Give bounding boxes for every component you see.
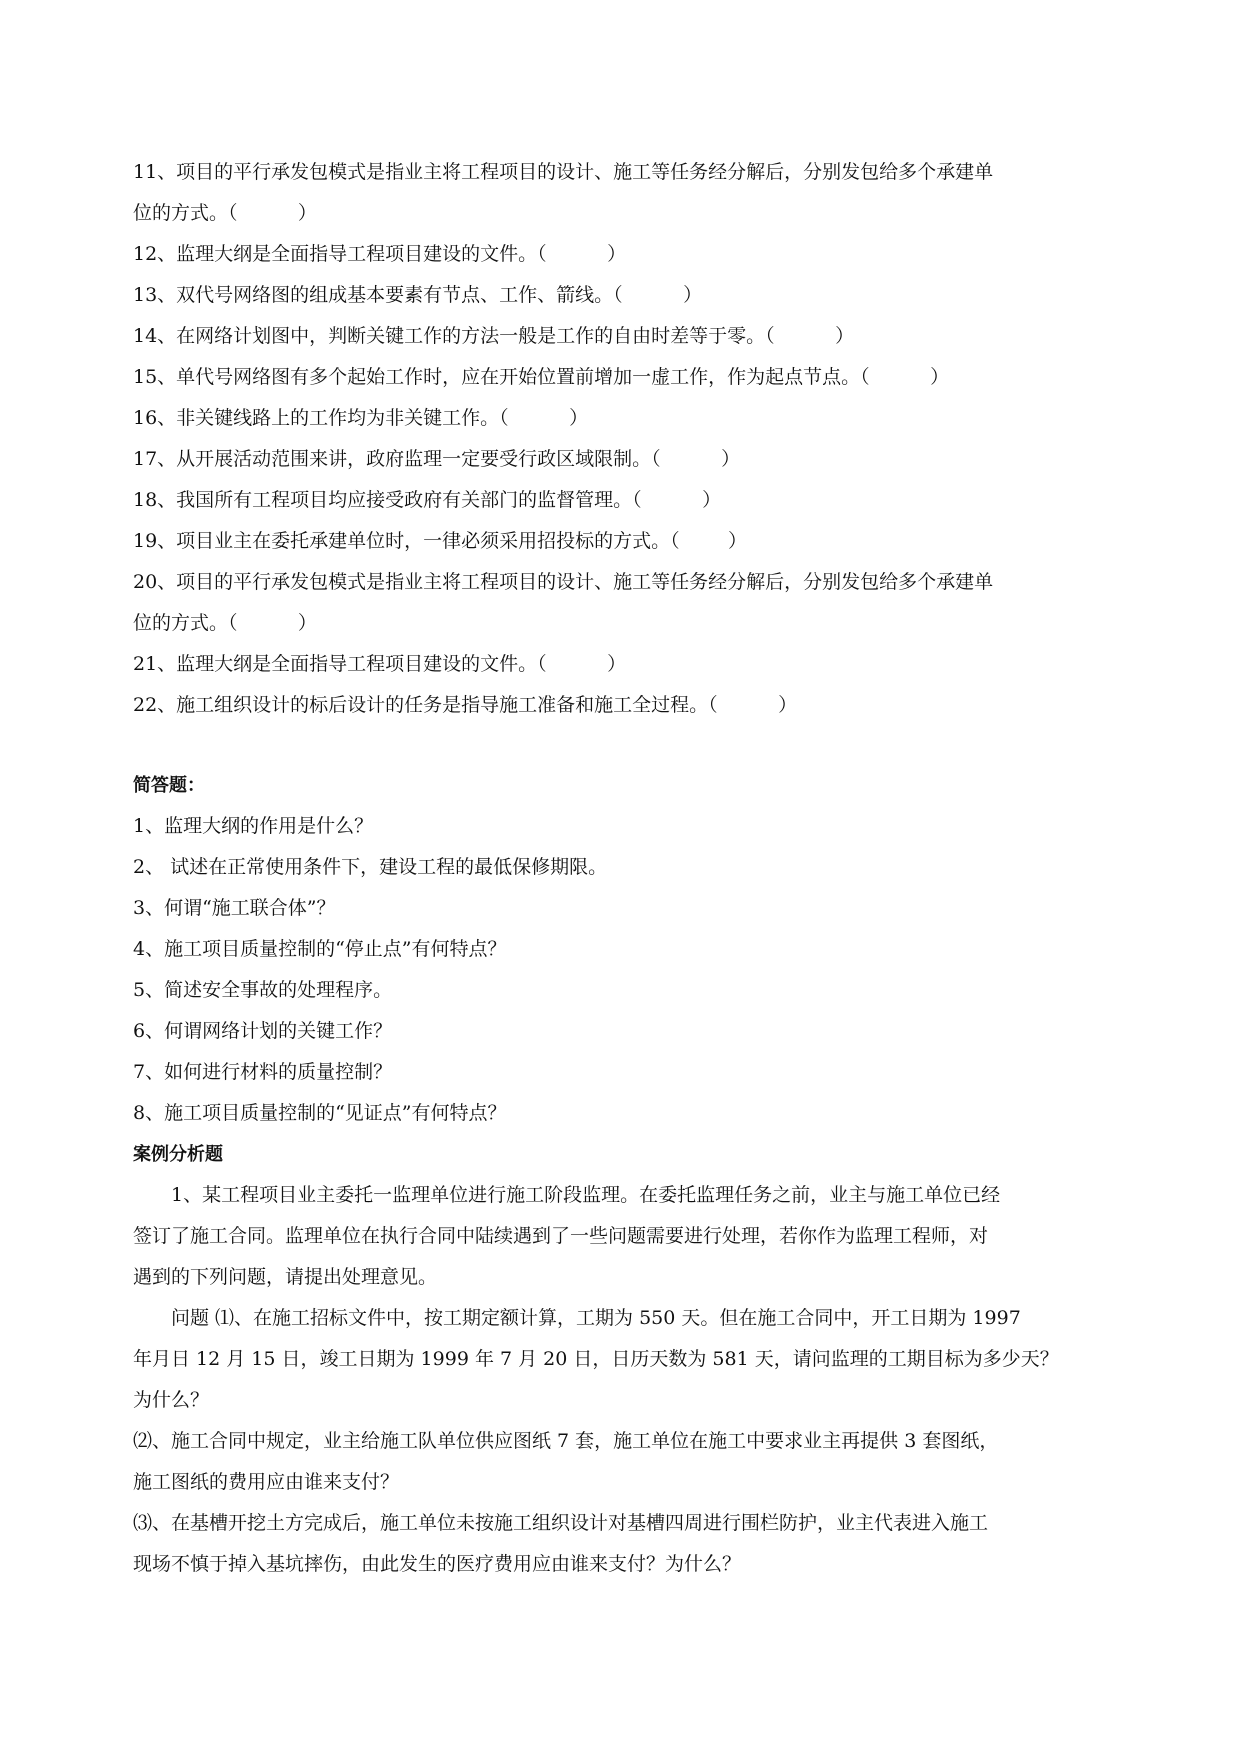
short-answer-item-7: 7、如何进行材料的质量控制？ <box>133 1061 393 1083</box>
question-14: 14、在网络计划图中，判断关键工作的方法一般是工作的自由时差等于零。（ ） <box>133 325 855 347</box>
question-16: 16、非关键线路上的工作均为非关键工作。（ ） <box>133 407 589 429</box>
section-gap <box>133 726 1131 765</box>
case-paragraph-line: 遇到的下列问题，请提出处理意见。 <box>133 1266 438 1288</box>
case-question-3: ⑶、在基槽开挖土方完成后，施工单位未按施工组织设计对基槽四周进行围栏防护，业主代表进入施工 <box>133 1512 989 1534</box>
short-answer-item-3: 3、何谓“施工联合体”？ <box>133 897 336 919</box>
case-question-2-continued: 施工图纸的费用应由谁来支付？ <box>133 1471 400 1493</box>
judgment-questions <box>133 152 1131 726</box>
question-21: 21、监理大纲是全面指导工程项目建设的文件。（ ） <box>133 653 627 675</box>
case-question-1-continued: 为什么？ <box>133 1389 210 1411</box>
question-15: 15、单代号网络图有多个起始工作时，应在开始位置前增加一虚工作，作为起点节点。（ ） <box>133 366 950 388</box>
question-20-continued: 位的方式。（ ） <box>133 612 317 634</box>
short-answer-item-4: 4、施工项目质量控制的“停止点”有何特点？ <box>133 938 507 960</box>
short-answer-item-6: 6、何谓网络计划的关键工作？ <box>133 1020 393 1042</box>
case-question-1-continued: 年月日 12 月 15 日，竣工日期为 1999 年 7 月 20 日，日历天数为 581 天，请问监理的工期目标为多少天？ <box>133 1348 1059 1370</box>
question-17: 17、从开展活动范围来讲，政府监理一定要受行政区域限制。（ ） <box>133 448 741 470</box>
case-paragraph-line: 1、某工程项目业主委托一监理单位进行施工阶段监理。在委托监理任务之前，业主与施工单位已经 <box>171 1184 1001 1206</box>
question-22: 22、施工组织设计的标后设计的任务是指导施工准备和施工全过程。（ ） <box>133 694 798 716</box>
short-answer-item-5: 5、简述安全事故的处理程序。 <box>133 979 393 1001</box>
short-answer-item-1: 1、监理大纲的作用是什么？ <box>133 815 374 837</box>
question-20: 20、项目的平行承发包模式是指业主将工程项目的设计、施工等任务经分解后，分别发包给多个承建单 <box>133 571 994 593</box>
question-12: 12、监理大纲是全面指导工程项目建设的文件。（ ） <box>133 243 627 265</box>
case-question-3-continued: 现场不慎于掉入基坑摔伤，由此发生的医疗费用应由谁来支付？为什么？ <box>133 1553 742 1575</box>
short-answer-item-2: 2、 试述在正常使用条件下，建设工程的最低保修期限。 <box>133 856 608 878</box>
case-paragraph-line: 签订了施工合同。监理单位在执行合同中陆续遇到了一些问题需要进行处理，若你作为监理工程师，对 <box>133 1225 989 1247</box>
case-analysis-heading: 案例分析题 <box>133 1144 223 1165</box>
question-11-continued: 位的方式。（ ） <box>133 202 317 224</box>
question-19: 19、项目业主在委托承建单位时，一律必须采用招投标的方式。（ ） <box>133 530 747 552</box>
case-question-2: ⑵、施工合同中规定，业主给施工队单位供应图纸 7 套，施工单位在施工中要求业主再提供 3 套图纸， <box>133 1430 999 1452</box>
case-analysis-section <box>133 1134 1131 1585</box>
question-18: 18、我国所有工程项目均应接受政府有关部门的监督管理。（ ） <box>133 489 722 511</box>
question-13: 13、双代号网络图的组成基本要素有节点、工作、箭线。（ ） <box>133 284 703 306</box>
short-answer-heading: 简答题： <box>133 775 205 796</box>
short-answer-section <box>133 765 1131 1134</box>
case-question-1: 问题 ⑴、在施工招标文件中，按工期定额计算，工期为 550 天。但在施工合同中，开工日期为 1997 <box>171 1307 1021 1329</box>
short-answer-item-8: 8、施工项目质量控制的“见证点”有何特点？ <box>133 1102 507 1124</box>
question-11: 11、项目的平行承发包模式是指业主将工程项目的设计、施工等任务经分解后，分别发包给多个承建单 <box>133 161 994 183</box>
